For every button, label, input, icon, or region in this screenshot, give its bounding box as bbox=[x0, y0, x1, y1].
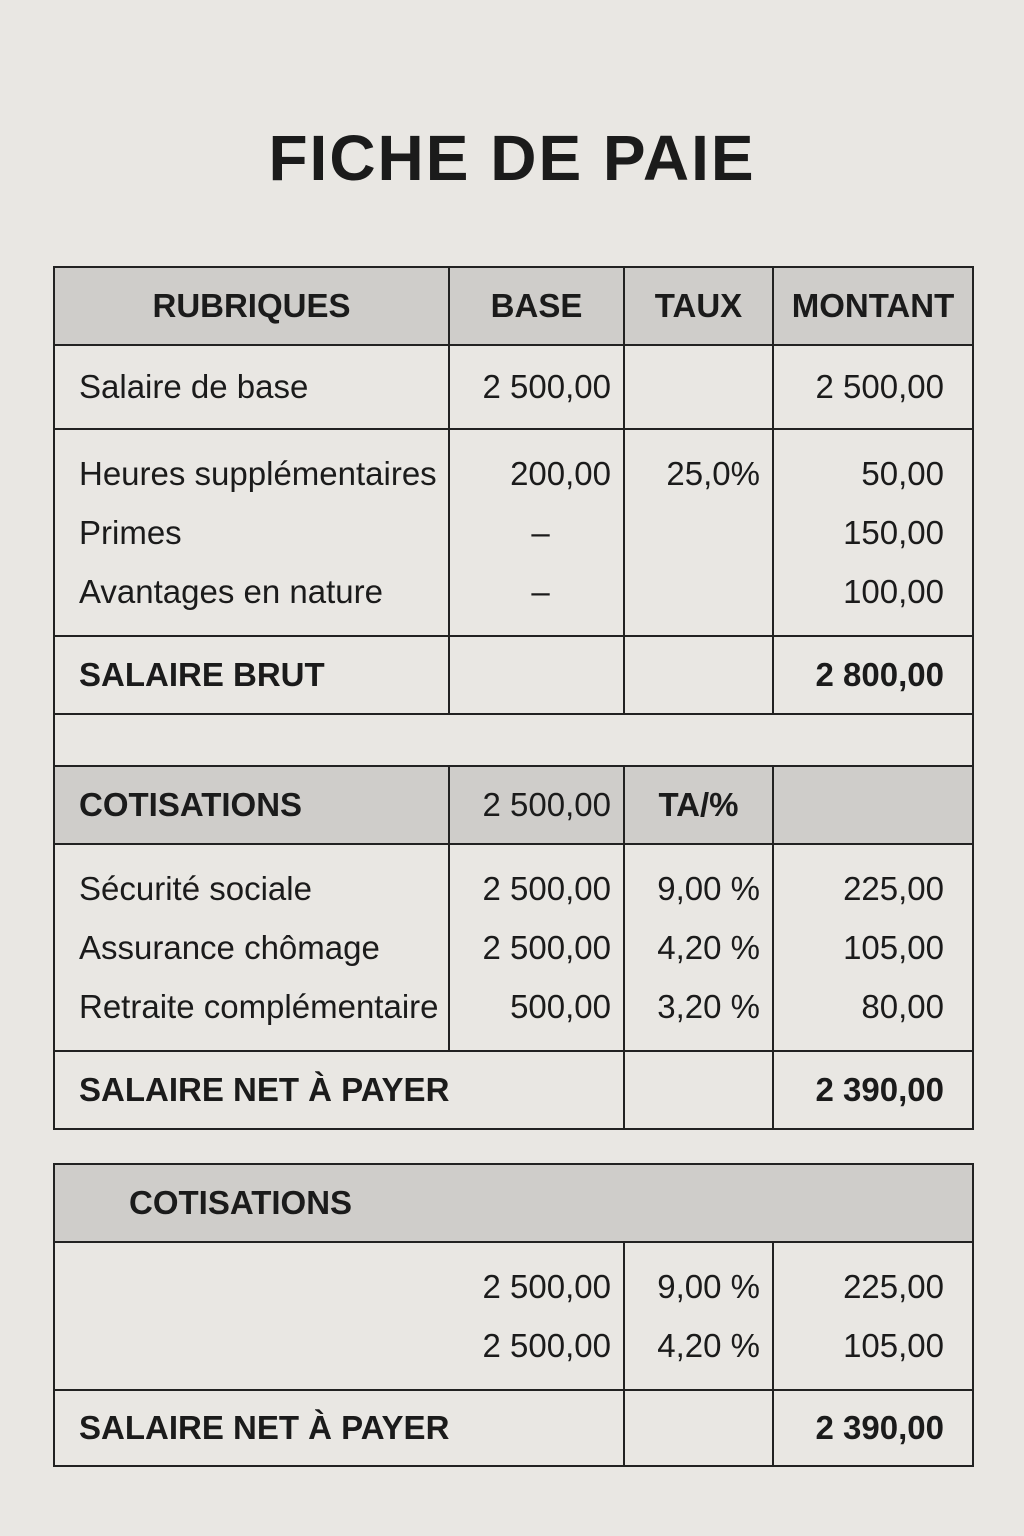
summary-net-montant: 2 390,00 bbox=[773, 1390, 973, 1466]
cotisation-label: Sécurité sociale bbox=[79, 870, 312, 907]
salaire-brut-montant: 2 800,00 bbox=[773, 636, 973, 714]
table-row-salaire-brut bbox=[54, 636, 973, 714]
gain-label: Heures supplémentaires bbox=[79, 455, 437, 492]
cotisation-taux: 4,20 % bbox=[657, 929, 760, 966]
summary-montant: 105,00 bbox=[843, 1327, 944, 1364]
summary-header-row bbox=[54, 1164, 973, 1242]
summary-base: 2 500,00 bbox=[482, 1268, 611, 1305]
summary-net-label: SALAIRE NET À PAYER bbox=[54, 1390, 624, 1466]
cotisation-taux: 3,20 % bbox=[657, 988, 760, 1025]
summary-rows bbox=[54, 1242, 973, 1390]
gains-montants bbox=[773, 429, 973, 636]
table-row-salaire-base bbox=[54, 345, 973, 429]
table-header-row bbox=[54, 267, 973, 345]
summary-montant: 225,00 bbox=[843, 1268, 944, 1305]
net-label: SALAIRE NET À PAYER bbox=[54, 1051, 624, 1129]
cotisations-header-taux: TA/% bbox=[624, 766, 773, 844]
gain-base: – bbox=[531, 573, 550, 610]
summary-montants bbox=[773, 1242, 973, 1390]
cotisation-montant: 80,00 bbox=[861, 988, 944, 1025]
cotisations-bases bbox=[449, 844, 624, 1051]
spacer-row bbox=[54, 714, 973, 766]
cotisations-montants bbox=[773, 844, 973, 1051]
summary-taux-value: 4,20 % bbox=[657, 1327, 760, 1364]
summary-net-taux bbox=[624, 1390, 773, 1466]
summary-net-row bbox=[54, 1390, 973, 1466]
header-montant: MONTANT bbox=[773, 267, 973, 345]
salaire-brut-base bbox=[449, 636, 624, 714]
cotisations-labels bbox=[54, 844, 449, 1051]
gains-labels bbox=[54, 429, 449, 636]
cotisations-header-label: COTISATIONS bbox=[54, 766, 449, 844]
gain-taux: 25,0% bbox=[666, 455, 760, 492]
cotisations-header-montant bbox=[773, 766, 973, 844]
cotisations-taux bbox=[624, 844, 773, 1051]
cotisations-header-row bbox=[54, 766, 973, 844]
table-row-gains bbox=[54, 429, 973, 636]
salaire-base-base: 2 500,00 bbox=[449, 345, 624, 429]
salaire-base-montant: 2 500,00 bbox=[773, 345, 973, 429]
net-montant: 2 390,00 bbox=[773, 1051, 973, 1129]
salaire-base-label: Salaire de base bbox=[54, 345, 449, 429]
cotisation-taux: 9,00 % bbox=[657, 870, 760, 907]
gain-montant: 150,00 bbox=[843, 514, 944, 551]
header-rubriques: RUBRIQUES bbox=[54, 267, 449, 345]
cotisations-summary-table bbox=[53, 1163, 974, 1467]
gain-base: – bbox=[531, 514, 550, 551]
cotisation-montant: 105,00 bbox=[843, 929, 944, 966]
gains-bases bbox=[449, 429, 624, 636]
table-row-net bbox=[54, 1051, 973, 1129]
gain-base: 200,00 bbox=[510, 455, 611, 492]
cotisation-montant: 225,00 bbox=[843, 870, 944, 907]
cotisation-base: 2 500,00 bbox=[482, 870, 611, 907]
gain-montant: 100,00 bbox=[843, 573, 944, 610]
cotisation-base: 500,00 bbox=[510, 988, 611, 1025]
salaire-brut-label: SALAIRE BRUT bbox=[54, 636, 449, 714]
cotisations-header-base: 2 500,00 bbox=[449, 766, 624, 844]
header-taux: TAUX bbox=[624, 267, 773, 345]
gain-label: Avantages en nature bbox=[79, 573, 383, 610]
page-title: FICHE DE PAIE bbox=[268, 122, 756, 194]
gain-montant: 50,00 bbox=[861, 455, 944, 492]
gain-label: Primes bbox=[79, 514, 182, 551]
net-taux bbox=[624, 1051, 773, 1129]
summary-taux-value: 9,00 % bbox=[657, 1268, 760, 1305]
summary-taux bbox=[624, 1242, 773, 1390]
salaire-brut-taux bbox=[624, 636, 773, 714]
payslip-table bbox=[53, 266, 974, 1130]
summary-base: 2 500,00 bbox=[482, 1327, 611, 1364]
cotisation-label: Assurance chômage bbox=[79, 929, 380, 966]
cotisation-base: 2 500,00 bbox=[482, 929, 611, 966]
gains-taux bbox=[624, 429, 773, 636]
spacer-cell bbox=[54, 714, 973, 766]
salaire-base-taux bbox=[624, 345, 773, 429]
cotisation-label: Retraite complémentaire bbox=[79, 988, 439, 1025]
header-base: BASE bbox=[449, 267, 624, 345]
summary-header-label: COTISATIONS bbox=[54, 1164, 973, 1242]
table-row-cotisations bbox=[54, 844, 973, 1051]
summary-bases bbox=[54, 1242, 624, 1390]
